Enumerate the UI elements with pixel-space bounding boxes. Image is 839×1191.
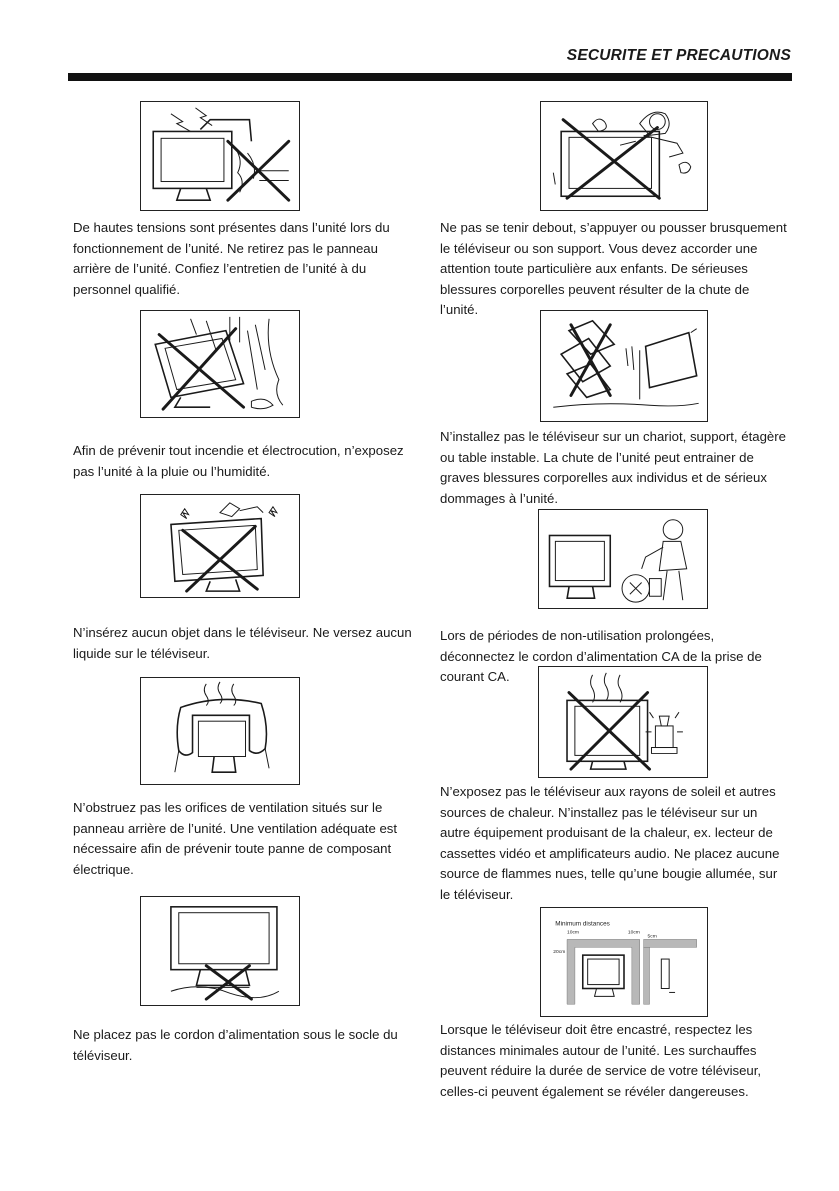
rain-icon (140, 310, 300, 418)
warning-text-unstable: N’installez pas le téléviseur sur un chariot, support, étagère ou table instable. La chute de l’unité peut entrainer de graves blessures corporelles aux individus et de sérieux dommages à l’unité. (440, 429, 786, 506)
warning-text-heat: N’exposez pas le téléviseur aux rayons de soleil et autres sources de chaleur. N’installez pas le téléviseur sur un autre équipement produisant de la chaleur, ex. lecteur de cassettes vidéo et amplificateurs audio. Ne placez aucune source de flammes nues, telle qu’une bougie allumée, sur le téléviseur. (440, 784, 780, 902)
diagram-side-gap-b: 5cm (647, 934, 657, 940)
warning-text-high-voltage: De hautes tensions sont présentes dans l’unité lors du fonctionnement de l’unité. Ne retirez pas le panneau arrière de l’unité. Confiez l’entretien de l’unité à du personnel qualifié. (73, 220, 390, 297)
ventilation-cover-icon (140, 677, 300, 785)
heat-source-icon (538, 666, 708, 778)
object-insert-icon (140, 494, 300, 598)
unstable-stand-icon (540, 310, 708, 422)
warning-text-ventilation: N’obstruez pas les orifices de ventilation situés sur le panneau arrière de l’unité. Une ventilation adéquate est nécessaire afin de prévenir toute panne de composant électrique. (73, 800, 398, 877)
unplug-icon (538, 509, 708, 609)
warning-text-rain: Afin de prévenir tout incendie et électrocution, n’exposez pas l’unité à la pluie ou l’humidité. (73, 443, 404, 479)
diagram-top-gap: 10cm (567, 930, 580, 936)
diagram-side-gap-a: 10cm (627, 930, 640, 936)
warning-text-object: N’insérez aucun objet dans le téléviseur. Ne versez aucun liquide sur le téléviseur. (73, 625, 412, 661)
warning-text-distances: Lorsque le téléviseur doit être encastré, respectez les distances minimales autour de l’unité. Les surchauffes peuvent réduire la durée de service de votre téléviseur, celles-ci peuvent également se révéler dangereuses. (440, 1022, 762, 1099)
diagram-title: Minimum distances (555, 920, 610, 928)
warning-text-power-cord: Ne placez pas le cordon d’alimentation sous le socle du téléviseur. (73, 1027, 398, 1063)
minimum-distances-icon (540, 907, 708, 1017)
header-rule (68, 73, 792, 81)
page-title: SECURITE ET PRECAUTIONS (566, 47, 791, 64)
high-voltage-icon (140, 101, 300, 211)
power-cord-icon (140, 896, 300, 1006)
warning-text-unplug: Lors de périodes de non-utilisation prolongées, déconnectez le cordon d’alimentation CA de la prise de courant CA. (440, 628, 762, 684)
warning-text-child: Ne pas se tenir debout, s’appuyer ou pousser brusquement le téléviseur ou son support. Vous devez accorder une attention toute particulière aux enfants. De sérieuses blessures corporelles peuvent résulter de la chute de l’unité. (440, 220, 787, 317)
child-climbing-icon (540, 101, 708, 211)
diagram-left-gap: 20cm (553, 950, 566, 956)
